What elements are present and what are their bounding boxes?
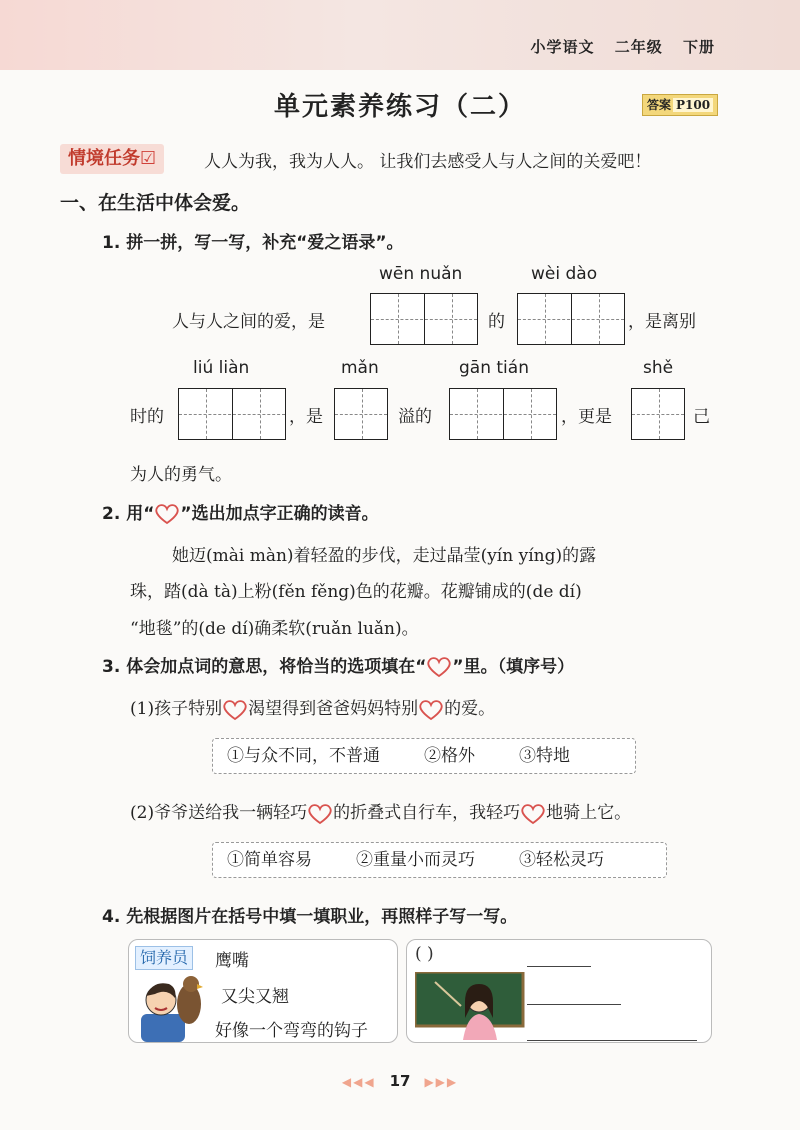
book-info xyxy=(516,36,715,57)
job-blank[interactable]: ( ) xyxy=(415,944,434,964)
q1-line3: 为人的勇气。 xyxy=(130,465,232,485)
q1-line2-mid3: ，更是 xyxy=(561,407,612,427)
heart-icon xyxy=(154,503,180,525)
answer-line[interactable] xyxy=(527,966,591,967)
task-badge xyxy=(60,144,164,174)
page-footer xyxy=(0,1072,800,1090)
writing-grid-liulian[interactable] xyxy=(178,388,286,440)
option: ②格外 xyxy=(424,746,475,766)
q2-line1: 她迈(mài màn)着轻盈的步伐，走过晶莹(yín yíng)的露 xyxy=(172,546,597,566)
heart-answer-slot[interactable] xyxy=(307,803,333,825)
example-line-2: 又尖又翘 xyxy=(221,987,289,1007)
task-label: 情境任务 xyxy=(68,148,140,169)
q4-label: 4. 先根据图片在括号中填一填职业，再照样子写一写。 xyxy=(102,907,518,927)
q1-line2-mid2: 溢的 xyxy=(398,407,432,427)
option: ①简单容易 xyxy=(227,850,312,870)
q2-label: 2. 用“ ”选出加点字正确的读音。 xyxy=(102,504,379,524)
answer-badge[interactable] xyxy=(642,94,718,116)
check-icon: ☑ xyxy=(140,148,157,169)
answer-label: 答案 xyxy=(647,98,672,112)
option: ②重量小而灵巧 xyxy=(356,850,475,870)
volume: 下册 xyxy=(682,38,715,56)
q3-sentence2: (2)爷爷送给我一辆轻巧 的折叠式自行车，我轻巧 地骑上它。 xyxy=(130,803,632,823)
zookeeper-eagle-illustration xyxy=(133,970,213,1042)
task-text: 人人为我，我为人人。 让我们去感受人与人之间的关爱吧！ xyxy=(204,152,652,172)
writing-grid-she[interactable] xyxy=(631,388,685,440)
left-arrows-icon: ◀◀◀ xyxy=(341,1075,376,1089)
q1-line1-end: ，是离别 xyxy=(628,312,696,332)
writing-grid-man[interactable] xyxy=(334,388,388,440)
options-box-1 xyxy=(212,738,636,774)
q1-line2-start: 时的 xyxy=(130,407,164,427)
pinyin-man: mǎn xyxy=(341,358,379,378)
heart-answer-slot[interactable] xyxy=(418,699,444,721)
example-line-1: 鹰嘴 xyxy=(215,951,249,971)
header-band xyxy=(0,0,800,70)
pinyin-gantian: gān tián xyxy=(459,358,529,378)
q1-line1-mid: 的 xyxy=(488,312,505,332)
section-title: 一、在生活中体会爱。 xyxy=(60,192,251,214)
pinyin-wennuan: wēn nuǎn xyxy=(379,264,463,284)
example-card xyxy=(128,939,398,1043)
pinyin-she: shě xyxy=(643,358,674,378)
heart-answer-slot[interactable] xyxy=(520,803,546,825)
grade: 二年级 xyxy=(614,38,663,56)
options-box-2 xyxy=(212,842,667,878)
option: ③轻松灵巧 xyxy=(519,850,604,870)
q1-label: 1. 拼一拼，写一写，补充“爱之语录”。 xyxy=(102,233,404,253)
writing-grid-wennuan[interactable] xyxy=(370,293,478,345)
page-number: 17 xyxy=(389,1072,411,1090)
option: ③特地 xyxy=(519,746,570,766)
page-title: 单元素养练习（二） xyxy=(273,92,526,122)
job-tag: 饲养员 xyxy=(135,946,193,970)
writing-grid-gantian[interactable] xyxy=(449,388,557,440)
pinyin-liulian: liú liàn xyxy=(193,358,250,378)
example-line-3: 好像一个弯弯的钩子 xyxy=(215,1021,368,1041)
exercise-card xyxy=(406,939,712,1043)
q1-line2-mid1: ，是 xyxy=(289,407,323,427)
q2-line2: 珠，踏(dà tà)上粉(fěn fěng)色的花瓣。花瓣铺成的(de dí) xyxy=(130,582,582,602)
heart-icon xyxy=(426,656,452,678)
writing-grid-weidao[interactable] xyxy=(517,293,625,345)
q2-line3: “地毯”的(de dí)确柔软(ruǎn luǎn)。 xyxy=(130,619,419,639)
q3-sentence1: (1)孩子特别 渴望得到爸爸妈妈特别 的爱。 xyxy=(130,699,496,719)
option: ①与众不同，不普通 xyxy=(227,746,380,766)
answer-line[interactable] xyxy=(527,1004,621,1005)
answer-page: P100 xyxy=(673,98,713,112)
q1-line1-start: 人与人之间的爱，是 xyxy=(172,312,325,332)
answer-line[interactable] xyxy=(527,1040,697,1041)
pinyin-weidao: wèi dào xyxy=(531,264,598,284)
right-arrows-icon: ▶▶▶ xyxy=(424,1075,459,1089)
heart-answer-slot[interactable] xyxy=(222,699,248,721)
teacher-illustration xyxy=(415,972,525,1040)
q1-line2-end: 己 xyxy=(693,407,710,427)
q3-label: 3. 体会加点词的意思，将恰当的选项填在“ ”里。（填序号） xyxy=(102,657,575,677)
subject: 小学语文 xyxy=(530,38,595,56)
